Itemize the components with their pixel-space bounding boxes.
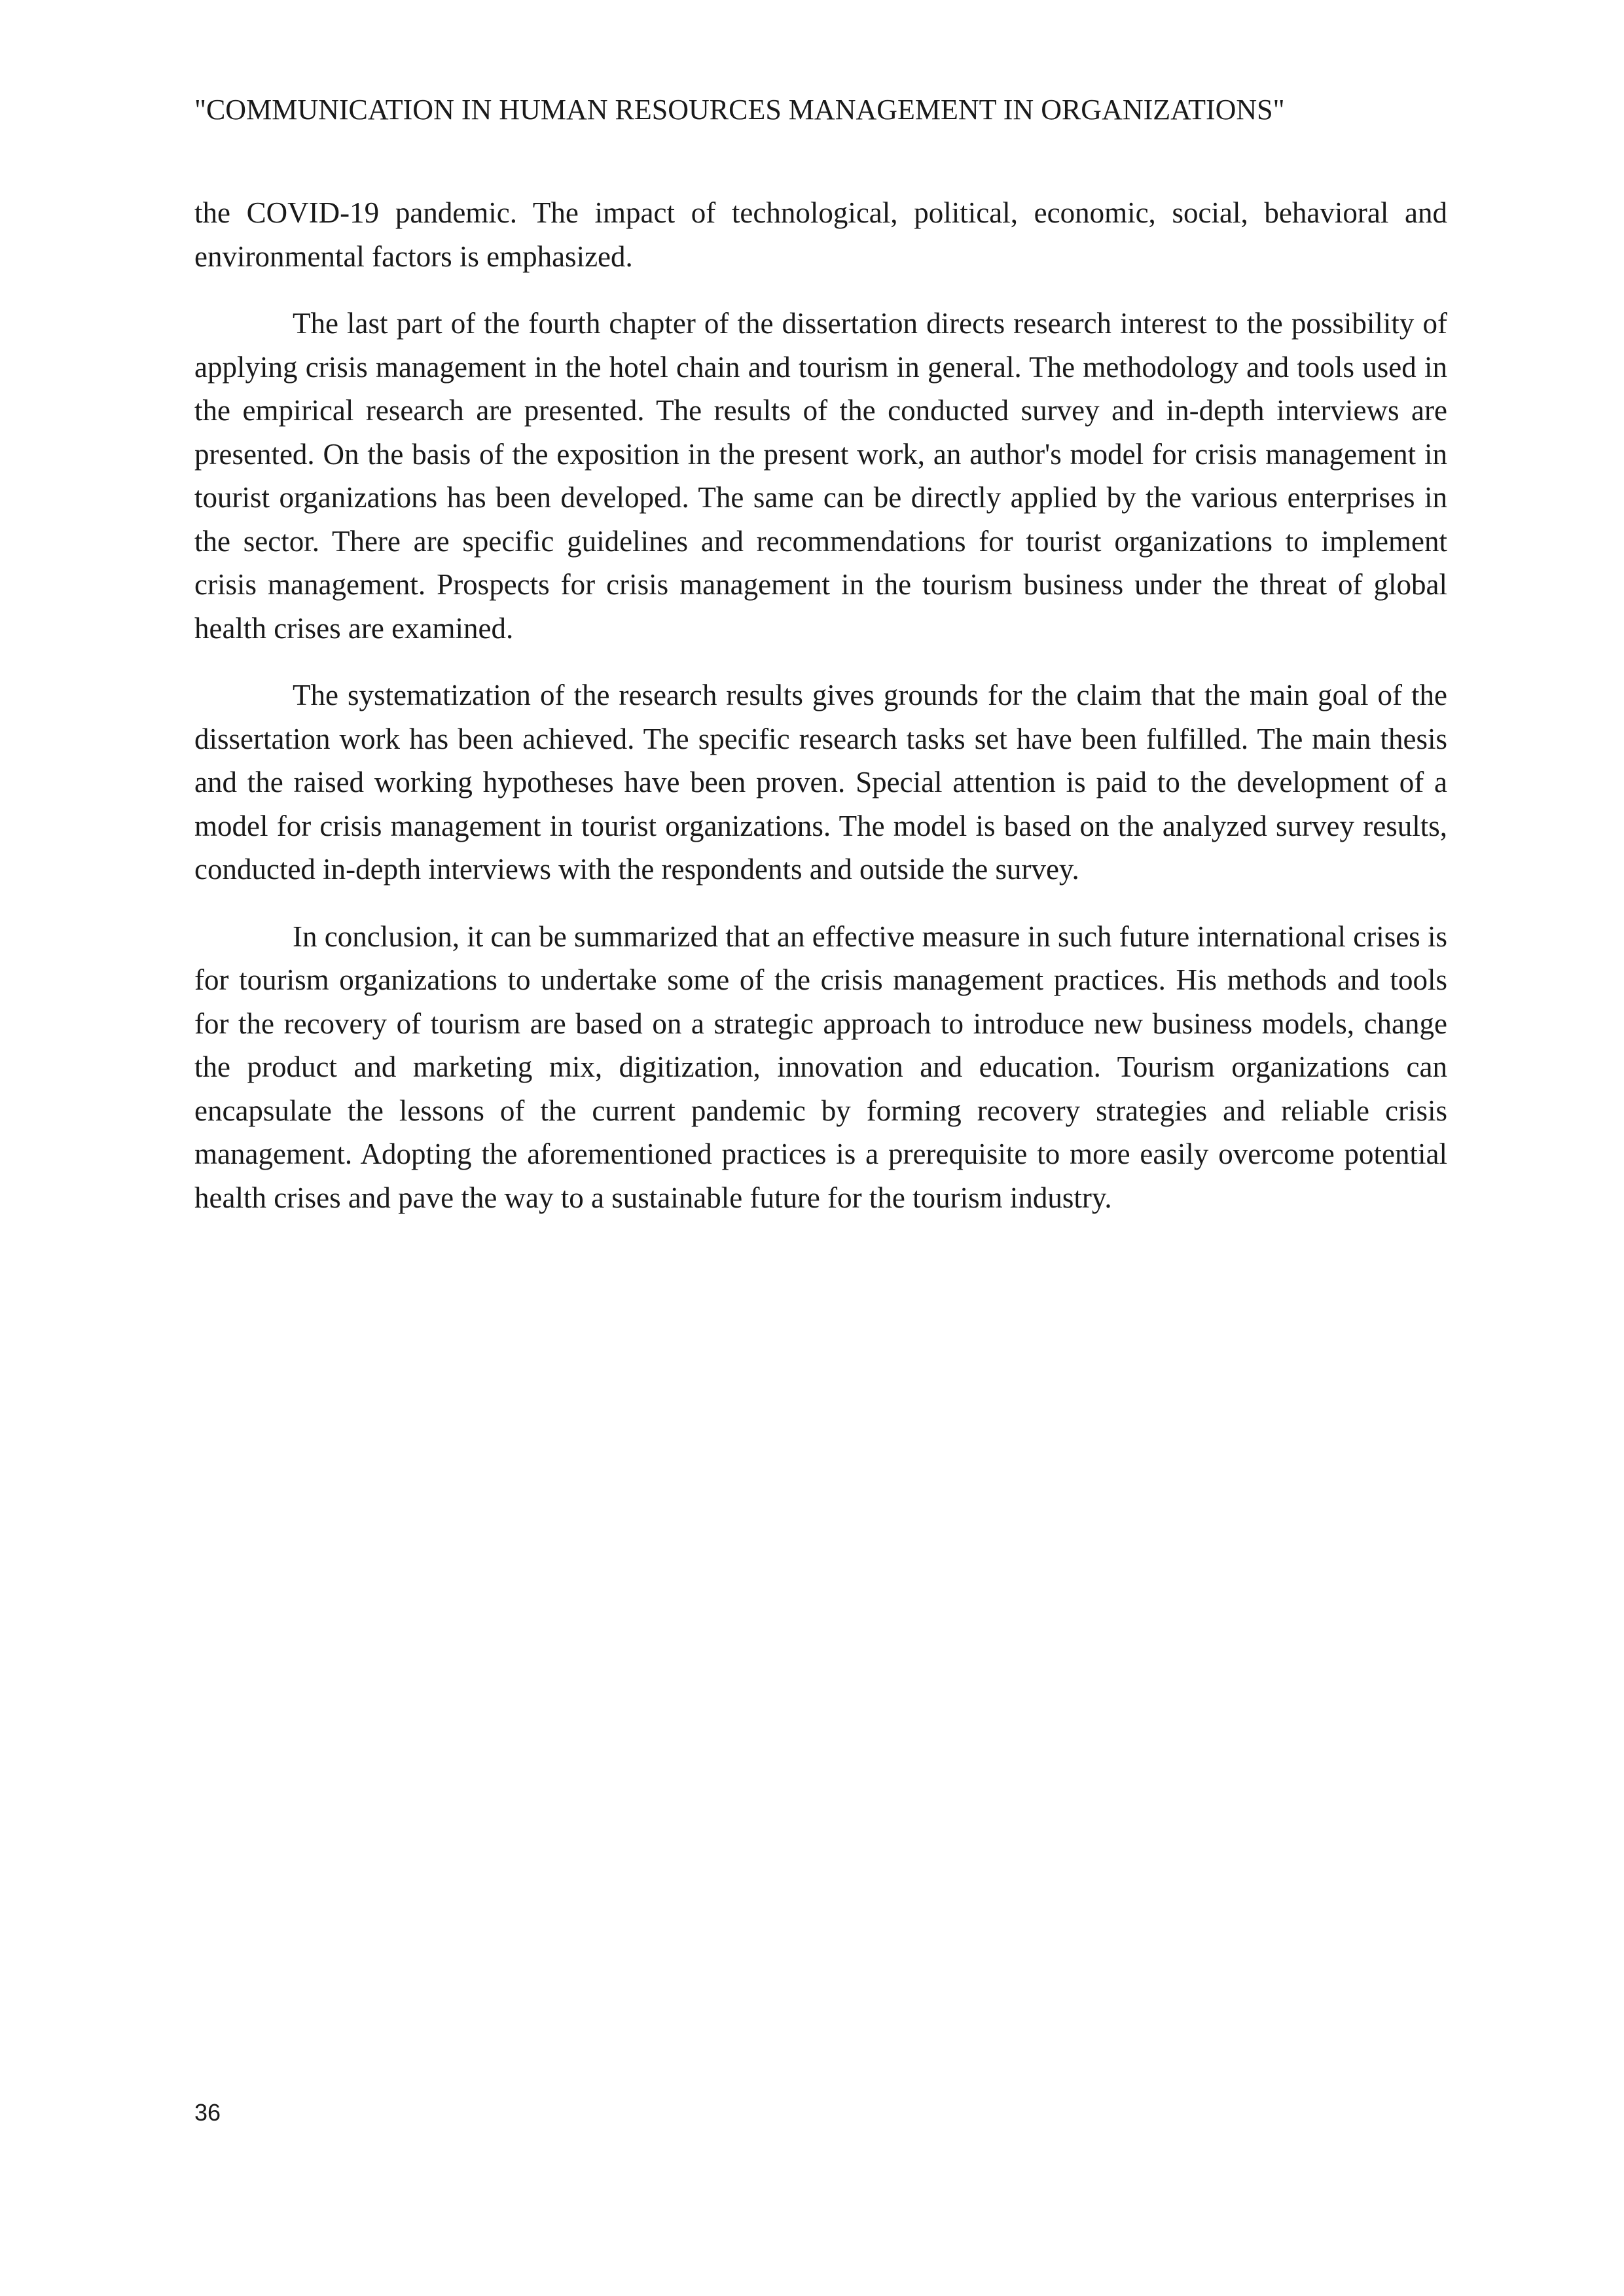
paragraph-continuation: the COVID-19 pandemic. The impact of technological, political, economic, social, behavioral and environmental factors is emphasized. [194, 196, 1447, 273]
page-number: 36 [194, 2099, 221, 2126]
paragraph-chapter-four-summary: The last part of the fourth chapter of the dissertation directs research interest to the possibility of applying crisis management in the hotel chain and tourism in general. The methodology and tools used in the empirical research are presented. The results of the conducted survey and in-depth interviews are presented. On the basis of the exposition in the present work, an author's model for crisis management in tourist organizations has been developed. The same can be directly applied by the various enterprises in the sector. There are specific guidelines and recommendations for tourist organizations to implement crisis management. Prospects for crisis management in the tourism business under the threat of global health crises are examined. [194, 307, 1447, 645]
paragraph-conclusion: In conclusion, it can be summarized that an effective measure in such future international crises is for tourism organizations to undertake some of the crisis management practices. His methods and tools for the recovery of tourism are based on a strategic approach to introduce new business models, change the product and marketing mix, digitization, innovation and education. Tourism organizations can encapsulate the lessons of the current pandemic by forming recovery strategies and reliable crisis management. Adopting the aforementioned practices is a prerequisite to more easily overcome potential health crises and pave the way to a sustainable future for the tourism industry. [194, 920, 1447, 1214]
running-header: "COMMUNICATION IN HUMAN RESOURCES MANAGEMENT IN ORGANIZATIONS" [194, 94, 1285, 126]
body-text [194, 191, 1447, 1243]
paragraph-research-results: The systematization of the research results gives grounds for the claim that the main goal of the dissertation work has been achieved. The specific research tasks set have been fulfilled. The main thesis and the raised working hypotheses have been proven. Special attention is paid to the development of a model for crisis management in tourist organizations. The model is based on the analyzed survey results, conducted in-depth interviews with the respondents and outside the survey. [194, 679, 1447, 886]
